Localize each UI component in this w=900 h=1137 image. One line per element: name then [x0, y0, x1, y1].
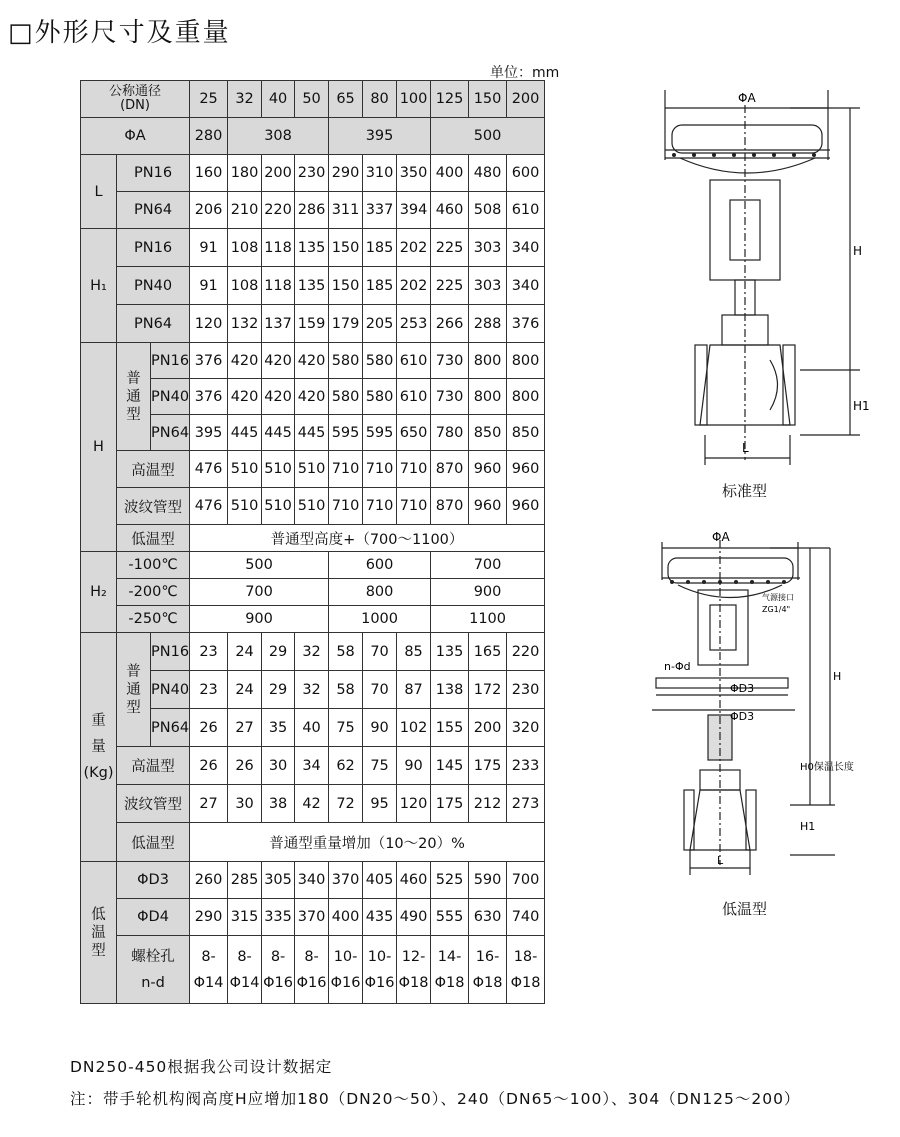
value-cell: 210 [228, 192, 262, 229]
value-cell: 290 [190, 899, 228, 936]
value-cell: 27 [190, 785, 228, 823]
value-cell: 555 [431, 899, 469, 936]
value-cell: 700 [507, 862, 545, 899]
value-cell: 30 [262, 747, 295, 785]
value-cell: 730 [431, 343, 469, 379]
header-dn-label [81, 81, 190, 118]
dn-header: 50 [295, 81, 329, 118]
value-cell: 75 [363, 747, 397, 785]
value-cell: 108 [228, 267, 262, 305]
std-phiA-label: ΦA [738, 91, 756, 105]
value-cell: 370 [295, 899, 329, 936]
H2-label: H₂ [81, 552, 117, 633]
value-cell: 145 [431, 747, 469, 785]
value-cell: 175 [431, 785, 469, 823]
value-cell: 29 [262, 633, 295, 671]
value-cell: 14- Φ18 [431, 936, 469, 1004]
value-cell: 95 [363, 785, 397, 823]
air-port-thread: ZG1/4" [762, 605, 791, 614]
value-cell: 8- Φ14 [228, 936, 262, 1004]
value-cell: 610 [507, 192, 545, 229]
value-cell: 420 [295, 379, 329, 415]
value-cell: 580 [329, 343, 363, 379]
table-cell: PN64 [117, 192, 190, 229]
value-cell: 303 [469, 267, 507, 305]
value-cell: 8- Φ16 [295, 936, 329, 1004]
value-cell: 155 [431, 709, 469, 747]
low-H-label: H [833, 670, 842, 683]
value-cell: 90 [397, 747, 431, 785]
standard-caption: 标准型 [722, 482, 768, 500]
value-cell: 16- Φ18 [469, 936, 507, 1004]
value-cell: 340 [507, 229, 545, 267]
dn-header: 80 [363, 81, 397, 118]
table-cell: PN16 [151, 343, 190, 379]
table-cell: 螺栓孔 n-d [117, 936, 190, 1004]
header-label-line1: 公称通径 [109, 84, 162, 99]
value-cell: 510 [228, 488, 262, 525]
value-cell: 273 [507, 785, 545, 823]
table-cell: PN16 [117, 155, 190, 192]
value-cell: 35 [262, 709, 295, 747]
weight-label: 重 量 (Kg) [81, 633, 117, 862]
standard-valve-drawing [650, 80, 870, 470]
table-cell: PN64 [151, 415, 190, 451]
value-cell: 445 [295, 415, 329, 451]
value-cell: 340 [507, 267, 545, 305]
table-cell: ΦD4 [117, 899, 190, 936]
value-cell: 595 [363, 415, 397, 451]
value-cell: 445 [262, 415, 295, 451]
value-cell: 70 [363, 671, 397, 709]
low-d3-label: ΦD3 [730, 682, 755, 695]
value-cell: 510 [262, 451, 295, 488]
value-cell: 29 [262, 671, 295, 709]
table-cell: PN16 [151, 633, 190, 671]
value-cell: 710 [397, 488, 431, 525]
value-cell: 202 [397, 267, 431, 305]
value-cell: 58 [329, 671, 363, 709]
value-cell: 137 [262, 305, 295, 343]
table-cell: 低温型 [117, 525, 190, 552]
value-cell: 58 [329, 633, 363, 671]
std-H-label: H [853, 244, 863, 258]
value-cell: 285 [228, 862, 262, 899]
value-cell: 420 [262, 343, 295, 379]
table-cell: PN64 [117, 305, 190, 343]
value-cell: 70 [363, 633, 397, 671]
table-cell: PN40 [151, 671, 190, 709]
low-H1-label: H1 [800, 820, 816, 833]
value-cell: 580 [329, 379, 363, 415]
value-cell: 40 [295, 709, 329, 747]
table-cell: 700 [431, 552, 545, 579]
value-cell: 185 [363, 229, 397, 267]
air-port-label: 气源接口 [762, 593, 794, 602]
value-cell: 525 [431, 862, 469, 899]
low-d4-label: ΦD3 [730, 710, 755, 723]
table-cell: 波纹管型 [117, 785, 190, 823]
table-cell: 395 [329, 118, 431, 155]
value-cell: 102 [397, 709, 431, 747]
value-cell: 90 [363, 709, 397, 747]
value-cell: 710 [363, 451, 397, 488]
low-phiA-label: ΦA [712, 530, 730, 544]
value-cell: 8- Φ14 [190, 936, 228, 1004]
std-L-label: L [742, 441, 749, 455]
value-cell: 580 [363, 379, 397, 415]
table-cell: -250℃ [117, 606, 190, 633]
dn-header: 100 [397, 81, 431, 118]
value-cell: 34 [295, 747, 329, 785]
H-label: H [81, 343, 117, 552]
table-cell: 低温型 [117, 823, 190, 862]
value-cell: 960 [507, 451, 545, 488]
value-cell: 185 [363, 267, 397, 305]
value-cell: 460 [397, 862, 431, 899]
value-cell: 320 [507, 709, 545, 747]
table-cell: PN64 [151, 709, 190, 747]
dn-header: 200 [507, 81, 545, 118]
value-cell: 32 [295, 671, 329, 709]
value-cell: 38 [262, 785, 295, 823]
value-cell: 290 [329, 155, 363, 192]
value-cell: 24 [228, 633, 262, 671]
table-cell: 800 [329, 579, 431, 606]
value-cell: 960 [507, 488, 545, 525]
value-cell: 23 [190, 671, 228, 709]
table-cell: 1000 [329, 606, 431, 633]
note-dn250: DN250-450根据我公司设计数据定 [70, 1058, 333, 1076]
value-cell: 172 [469, 671, 507, 709]
value-cell: 960 [469, 488, 507, 525]
dn-header: 25 [190, 81, 228, 118]
value-cell: 303 [469, 229, 507, 267]
value-cell: 26 [190, 747, 228, 785]
value-cell: 165 [469, 633, 507, 671]
value-cell: 510 [262, 488, 295, 525]
value-cell: 132 [228, 305, 262, 343]
value-cell: 610 [397, 343, 431, 379]
table-cell: 1100 [431, 606, 545, 633]
value-cell: 135 [295, 229, 329, 267]
table-cell: -200℃ [117, 579, 190, 606]
value-cell: 800 [507, 343, 545, 379]
value-cell: 420 [228, 343, 262, 379]
value-cell: 32 [295, 633, 329, 671]
value-cell: 18- Φ18 [507, 936, 545, 1004]
value-cell: 370 [329, 862, 363, 899]
value-cell: 335 [262, 899, 295, 936]
value-cell: 23 [190, 633, 228, 671]
value-cell: 710 [329, 488, 363, 525]
dn-header: 32 [228, 81, 262, 118]
value-cell: 138 [431, 671, 469, 709]
value-cell: 650 [397, 415, 431, 451]
table-cell: ΦD3 [117, 862, 190, 899]
table-cell: 900 [431, 579, 545, 606]
value-cell: 590 [469, 862, 507, 899]
value-cell: 202 [397, 229, 431, 267]
value-cell: 510 [228, 451, 262, 488]
value-cell: 150 [329, 229, 363, 267]
value-cell: 480 [469, 155, 507, 192]
value-cell: 420 [262, 379, 295, 415]
H1-label: H₁ [81, 229, 117, 343]
table-cell: 波纹管型 [117, 488, 190, 525]
value-cell: 460 [431, 192, 469, 229]
value-cell: 253 [397, 305, 431, 343]
value-cell: 630 [469, 899, 507, 936]
value-cell: 337 [363, 192, 397, 229]
value-cell: 376 [507, 305, 545, 343]
value-cell: 30 [228, 785, 262, 823]
value-cell: 72 [329, 785, 363, 823]
value-cell: 400 [329, 899, 363, 936]
value-cell: 508 [469, 192, 507, 229]
value-cell: 420 [228, 379, 262, 415]
value-cell: 435 [363, 899, 397, 936]
value-cell: 305 [262, 862, 295, 899]
note-handwheel: 注：带手轮机构阀高度H应增加180（DN20～50）、240（DN65～100）、304（DN125～200） [70, 1090, 801, 1108]
dn-header: 150 [469, 81, 507, 118]
table-cell: 普通型高度+（700～1100） [190, 525, 545, 552]
value-cell: 179 [329, 305, 363, 343]
dn-header: 40 [262, 81, 295, 118]
value-cell: 405 [363, 862, 397, 899]
dn-header: 125 [431, 81, 469, 118]
value-cell: 8- Φ16 [262, 936, 295, 1004]
value-cell: 230 [507, 671, 545, 709]
value-cell: 91 [190, 229, 228, 267]
value-cell: 286 [295, 192, 329, 229]
value-cell: 730 [431, 379, 469, 415]
value-cell: 91 [190, 267, 228, 305]
table-cell: -100℃ [117, 552, 190, 579]
lowtemp-caption: 低温型 [722, 900, 768, 918]
value-cell: 160 [190, 155, 228, 192]
dn-header: 65 [329, 81, 363, 118]
value-cell: 200 [469, 709, 507, 747]
value-cell: 118 [262, 229, 295, 267]
value-cell: 260 [190, 862, 228, 899]
low-H0-label: H0保温长度 [800, 762, 854, 773]
value-cell: 394 [397, 192, 431, 229]
value-cell: 230 [295, 155, 329, 192]
value-cell: 26 [228, 747, 262, 785]
lowtemp-valve-drawing [650, 530, 870, 880]
value-cell: 595 [329, 415, 363, 451]
value-cell: 800 [469, 379, 507, 415]
value-cell: 780 [431, 415, 469, 451]
page-title: □外形尺寸及重量 [8, 18, 231, 48]
value-cell: 225 [431, 229, 469, 267]
value-cell: 800 [469, 343, 507, 379]
value-cell: 310 [363, 155, 397, 192]
table-cell: 308 [228, 118, 329, 155]
low-L-label: L [717, 854, 724, 867]
value-cell: 710 [397, 451, 431, 488]
value-cell: 220 [262, 192, 295, 229]
value-cell: 12- Φ18 [397, 936, 431, 1004]
value-cell: 159 [295, 305, 329, 343]
value-cell: 225 [431, 267, 469, 305]
value-cell: 510 [295, 451, 329, 488]
value-cell: 26 [190, 709, 228, 747]
value-cell: 212 [469, 785, 507, 823]
value-cell: 395 [190, 415, 228, 451]
value-cell: 870 [431, 451, 469, 488]
table-cell: 普通型重量增加（10～20）% [190, 823, 545, 862]
value-cell: 266 [431, 305, 469, 343]
value-cell: 150 [329, 267, 363, 305]
value-cell: 510 [295, 488, 329, 525]
value-cell: 120 [397, 785, 431, 823]
value-cell: 740 [507, 899, 545, 936]
table-cell: 500 [431, 118, 545, 155]
value-cell: 175 [469, 747, 507, 785]
header-label-line2: (DN) [120, 98, 150, 113]
value-cell: 24 [228, 671, 262, 709]
value-cell: 180 [228, 155, 262, 192]
value-cell: 710 [329, 451, 363, 488]
table-cell: 600 [329, 552, 431, 579]
value-cell: 205 [363, 305, 397, 343]
dimension-table [80, 80, 545, 1004]
value-cell: 490 [397, 899, 431, 936]
value-cell: 87 [397, 671, 431, 709]
value-cell: 476 [190, 488, 228, 525]
table-cell: 500 [190, 552, 329, 579]
table-cell: PN40 [117, 267, 190, 305]
value-cell: 75 [329, 709, 363, 747]
table-cell: 700 [190, 579, 329, 606]
value-cell: 288 [469, 305, 507, 343]
value-cell: 27 [228, 709, 262, 747]
value-cell: 200 [262, 155, 295, 192]
value-cell: 62 [329, 747, 363, 785]
low-nd-label: n-Φd [664, 660, 691, 673]
value-cell: 870 [431, 488, 469, 525]
value-cell: 10- Φ16 [363, 936, 397, 1004]
value-cell: 10- Φ16 [329, 936, 363, 1004]
value-cell: 108 [228, 229, 262, 267]
value-cell: 850 [469, 415, 507, 451]
value-cell: 610 [397, 379, 431, 415]
value-cell: 311 [329, 192, 363, 229]
value-cell: 206 [190, 192, 228, 229]
value-cell: 376 [190, 343, 228, 379]
value-cell: 400 [431, 155, 469, 192]
table-cell: 高温型 [117, 451, 190, 488]
table-cell: 普 通 型 [117, 633, 151, 747]
value-cell: 42 [295, 785, 329, 823]
value-cell: 340 [295, 862, 329, 899]
value-cell: 476 [190, 451, 228, 488]
value-cell: 120 [190, 305, 228, 343]
value-cell: 580 [363, 343, 397, 379]
value-cell: 376 [190, 379, 228, 415]
value-cell: 135 [295, 267, 329, 305]
value-cell: 800 [507, 379, 545, 415]
value-cell: 420 [295, 343, 329, 379]
value-cell: 135 [431, 633, 469, 671]
value-cell: 315 [228, 899, 262, 936]
value-cell: 233 [507, 747, 545, 785]
unit-label: 单位：mm [490, 65, 560, 81]
table-cell: 900 [190, 606, 329, 633]
value-cell: 350 [397, 155, 431, 192]
value-cell: 960 [469, 451, 507, 488]
value-cell: 850 [507, 415, 545, 451]
L-label: L [81, 155, 117, 229]
value-cell: 710 [363, 488, 397, 525]
table-cell: 高温型 [117, 747, 190, 785]
H-normal-label: 普 通 型 [117, 343, 151, 451]
table-cell: PN40 [151, 379, 190, 415]
phiA-label: ΦA [81, 118, 190, 155]
value-cell: 600 [507, 155, 545, 192]
value-cell: 118 [262, 267, 295, 305]
lowtemp-label: 低 温 型 [81, 862, 117, 1004]
value-cell: 445 [228, 415, 262, 451]
value-cell: 85 [397, 633, 431, 671]
value-cell: 220 [507, 633, 545, 671]
table-cell: PN16 [117, 229, 190, 267]
table-cell: 280 [190, 118, 228, 155]
std-H1-label: H1 [853, 399, 870, 413]
